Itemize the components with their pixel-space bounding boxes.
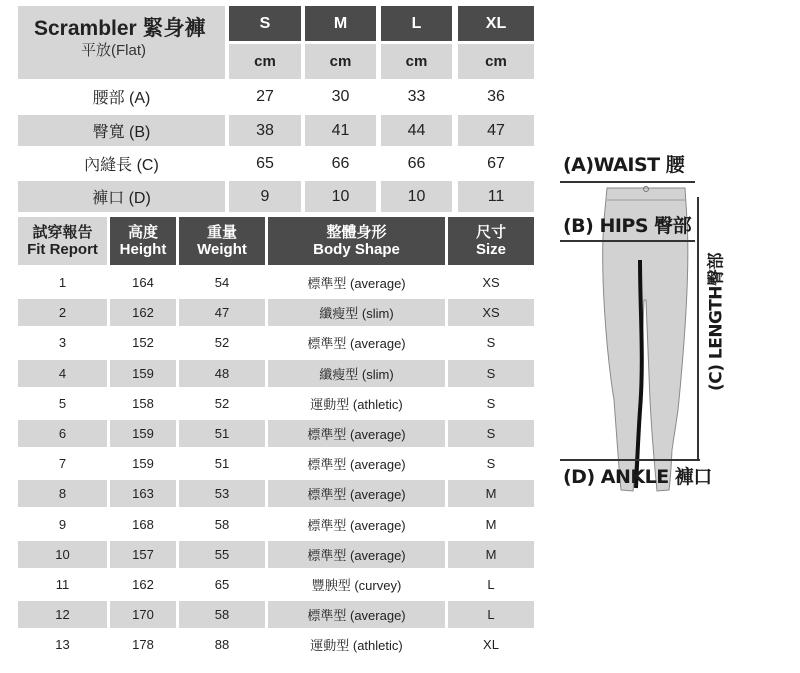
ankle-line — [560, 459, 700, 461]
measure-value: 66 — [407, 154, 426, 172]
measure-method: 平放(Flat) — [81, 42, 146, 59]
unit-cell: cm — [458, 44, 534, 79]
size-value: M — [448, 541, 534, 568]
length-label: (C) LENGTH臀部 — [706, 252, 727, 392]
measure-label: 臀寬 (B) — [18, 115, 225, 146]
hips-line — [560, 240, 695, 242]
unit-cell: cm — [381, 44, 452, 79]
measure-value: 44 — [381, 115, 452, 146]
measure-value: 41 — [305, 115, 376, 146]
measure-value: 10 — [305, 181, 376, 212]
header-en: Height — [119, 241, 167, 258]
height-value: 152 — [132, 335, 154, 351]
body-shape-header — [268, 217, 445, 265]
height-value: 170 — [110, 601, 176, 628]
measure-value: 36 — [487, 87, 505, 105]
fit-report-header — [18, 217, 107, 265]
weight-value: 52 — [214, 395, 230, 411]
hips-label: (B) HIPS 臀部 — [563, 215, 692, 237]
measure-label: 腰部 (A) — [92, 90, 151, 107]
measure-value: 65 — [256, 154, 274, 172]
size-value: S — [486, 395, 496, 411]
header-zh: 重量 — [206, 224, 237, 241]
report-number: 10 — [18, 541, 107, 568]
height-header — [110, 217, 176, 265]
size-header-s: S — [229, 6, 301, 41]
height-value: 162 — [110, 299, 176, 326]
height-value: 163 — [110, 480, 176, 507]
height-value: 158 — [132, 395, 154, 411]
body-shape-value: 標準型 (average) — [268, 420, 445, 447]
unit-cell: cm — [305, 44, 376, 79]
weight-value: 54 — [214, 275, 230, 290]
size-value: XS — [448, 299, 534, 326]
weight-value: 47 — [179, 299, 265, 326]
report-number: 12 — [18, 601, 107, 628]
measure-label: 褲口 (D) — [18, 181, 225, 212]
report-number: 13 — [55, 637, 70, 653]
report-number: 11 — [55, 577, 70, 592]
size-value: S — [448, 420, 534, 447]
body-shape-value: 豐腴型 (curvey) — [311, 578, 402, 593]
size-value: L — [487, 577, 495, 592]
report-number: 3 — [58, 335, 67, 351]
size-value: S — [486, 335, 496, 351]
body-shape-value: 標準型 (average) — [307, 336, 406, 352]
header-en: Body Shape — [313, 241, 400, 258]
report-number: 9 — [58, 516, 67, 532]
weight-value: 65 — [214, 577, 230, 592]
report-number: 4 — [18, 360, 107, 387]
weight-value: 58 — [179, 601, 265, 628]
body-shape-value: 運動型 (athletic) — [310, 396, 403, 412]
size-value: M — [448, 480, 534, 507]
body-shape-value: 運動型 (athletic) — [310, 638, 403, 654]
height-value: 164 — [132, 275, 154, 290]
size-value: M — [485, 516, 497, 532]
height-value: 157 — [110, 541, 176, 568]
body-shape-value: 標準型 (average) — [307, 276, 406, 291]
weight-value: 51 — [214, 456, 230, 472]
report-number: 2 — [18, 299, 107, 326]
header-zh: 尺寸 — [475, 224, 506, 241]
report-number: 5 — [58, 395, 67, 411]
body-shape-value: 標準型 (average) — [268, 601, 445, 628]
weight-value: 88 — [214, 637, 230, 653]
size-header — [448, 217, 534, 265]
length-line — [697, 197, 699, 459]
weight-value: 51 — [179, 420, 265, 447]
body-shape-value: 標準型 (average) — [268, 480, 445, 507]
report-number: 8 — [18, 480, 107, 507]
weight-value: 53 — [179, 480, 265, 507]
size-value: XL — [483, 637, 499, 653]
body-shape-value: 纖瘦型 (slim) — [268, 360, 445, 387]
size-value: XS — [482, 275, 500, 290]
size-header-xl: XL — [458, 6, 534, 41]
header-zh: 高度 — [127, 224, 158, 241]
height-value: 159 — [110, 360, 176, 387]
body-shape-value: 標準型 (average) — [307, 517, 406, 533]
measure-value: 33 — [407, 87, 426, 105]
body-shape-value: 標準型 (average) — [307, 457, 406, 473]
size-value: S — [448, 360, 534, 387]
measure-value: 38 — [229, 115, 301, 146]
height-value: 159 — [132, 456, 154, 472]
header-en: Fit Report — [27, 241, 98, 258]
measure-value: 9 — [229, 181, 301, 212]
measure-value: 67 — [487, 154, 505, 172]
waist-line — [560, 181, 695, 183]
weight-value: 55 — [179, 541, 265, 568]
unit-cell: cm — [229, 44, 301, 79]
measure-value: 10 — [381, 181, 452, 212]
weight-header — [179, 217, 265, 265]
ankle-label: (D) ANKLE 褲口 — [563, 466, 712, 488]
report-number: 6 — [18, 420, 107, 447]
weight-value: 48 — [179, 360, 265, 387]
header-zh: 整體身形 — [326, 224, 387, 241]
height-value: 178 — [132, 637, 154, 653]
header-en: Size — [475, 241, 506, 258]
body-shape-value: 纖瘦型 (slim) — [268, 299, 445, 326]
body-shape-value: 標準型 (average) — [268, 541, 445, 568]
size-value: S — [486, 456, 496, 472]
waist-label: (A)WAIST 腰 — [563, 154, 685, 176]
report-number: 7 — [58, 456, 67, 472]
measure-label: 內縫長 (C) — [84, 157, 159, 174]
height-value: 159 — [110, 420, 176, 447]
size-chart-title-block — [18, 6, 225, 79]
header-zh: 試穿報告 — [32, 224, 93, 241]
measure-value: 30 — [331, 87, 350, 105]
header-en: Weight — [197, 241, 247, 258]
weight-value: 58 — [214, 516, 230, 532]
size-value: L — [448, 601, 534, 628]
height-value: 162 — [132, 577, 154, 592]
product-title: Scrambler 緊身褲 — [34, 17, 206, 40]
report-number: 1 — [58, 275, 67, 290]
size-header-l: L — [381, 6, 452, 41]
measure-value: 11 — [458, 181, 534, 212]
legging-illustration — [560, 150, 800, 500]
weight-value: 52 — [214, 335, 230, 351]
measure-value: 47 — [458, 115, 534, 146]
size-header-m: M — [305, 6, 376, 41]
measure-value: 66 — [331, 154, 350, 172]
measure-value: 27 — [256, 87, 274, 105]
height-value: 168 — [132, 516, 154, 532]
